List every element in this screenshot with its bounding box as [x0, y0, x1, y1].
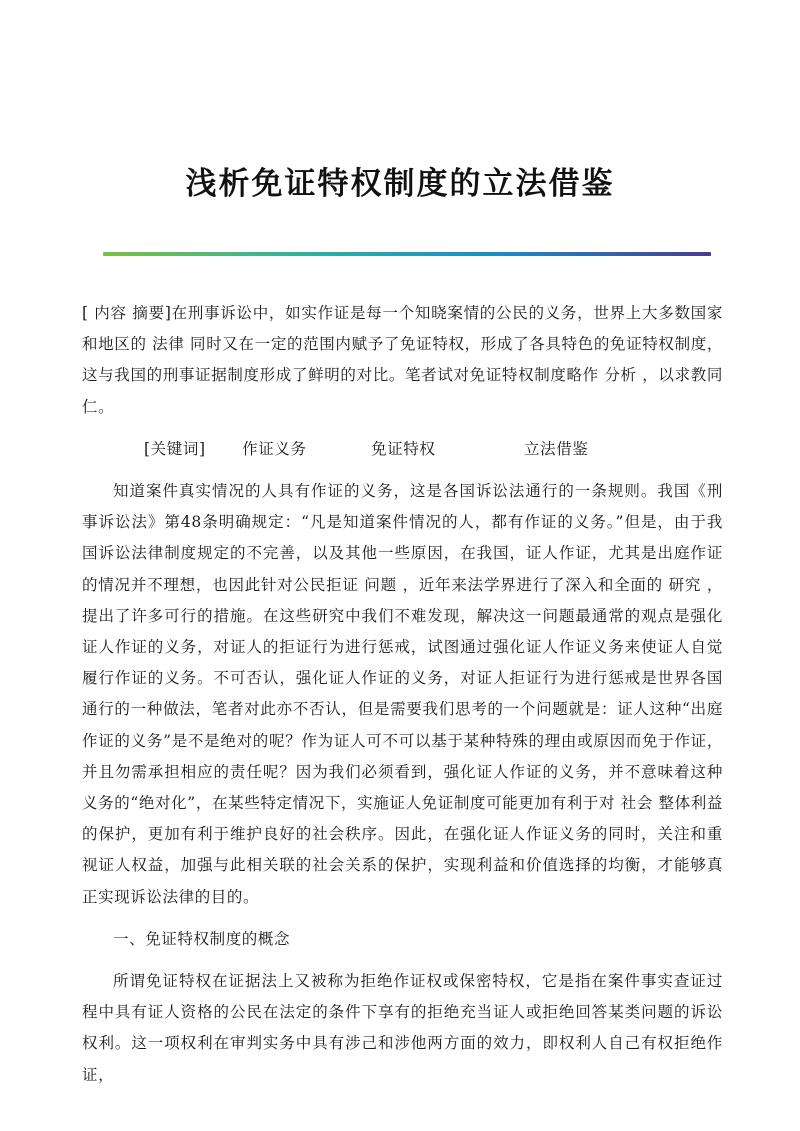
body-paragraph-1: 知道案件真实情况的人具有作证的义务，这是各国诉讼法通行的一条规则。我国《刑事诉讼法》第48条明确规定：“凡是知道案件情况的人，都有作证的义务。”但是，由于我国诉讼法律制度规定的不完善，以及其他一些原因，在我国，证人作证，尤其是出庭作证的情况并不理想，也因此针对公民拒证 问题 ，近年来法学界进行了深入和全面的 研究 ，提出了许多可行的措施。在这些研究中我们不难发现，解决这一问题最通常的观点是强化证人作证的义务，对证人的拒证行为进行惩戒，试图通过强化证人作证义务来使证人自觉履行作证的义务。不可否认，强化证人作证的义务，对证人拒证行为进行惩戒是世界各国通行的一种做法，笔者对此亦不否认，但是需要我们思考的一个问题就是：证人这种“出庭作证的义务”是不是绝对的呢？作为证人可不可以基于某种特殊的理由或原因而免于作证，并且勿需承担相应的责任呢？因为我们必须看到，强化证人作证的义务，并不意味着这种义务的“绝对化”，在某些特定情况下，实施证人免证制度可能更加有利于对 社会 整体利益的保护，更加有利于维护良好的社会秩序。因此，在强化证人作证义务的同时，关注和重视证人权益，加强与此相关联的社会关系的保护，实现利益和价值选择的均衡，才能够真正实现诉讼法律的目的。 — [82, 482, 723, 906]
abstract-paragraph: [ 内容 摘要]在刑事诉讼中，如实作证是每一个知晓案情的公民的义务，世界上大多数国家和地区的 法律 同时又在一定的范围内赋予了免证特权，形成了各具特色的免证特权制度，这与我国的刑事证据制度形成了鲜明的对比。笔者试对免证特权制度略作 分析 ，以求教同仁。 — [82, 304, 723, 416]
section-heading: 一、免证特权制度的概念 — [113, 929, 291, 948]
keyword-2: 免证特权 — [371, 439, 436, 458]
title-divider — [103, 252, 711, 256]
body-paragraph-2: 所谓免证特权在证据法上又被称为拒绝作证权或保密特权，它是指在案件事实查证过程中具有证人资格的公民在法定的条件下享有的拒绝充当证人或拒绝回答某类问题的诉讼权利。这一项权利在审判实务中具有涉己和涉他两方面的效力，即权利人自己有权拒绝作证， — [82, 972, 723, 1084]
keywords-label: [关键词] — [144, 439, 206, 458]
keyword-1: 作证义务 — [242, 439, 307, 458]
keywords-line — [82, 434, 723, 465]
keyword-3: 立法借鉴 — [524, 439, 589, 458]
document-title: 浅析免证特权制度的立法借鉴 — [185, 166, 615, 202]
document-body — [82, 298, 723, 1102]
